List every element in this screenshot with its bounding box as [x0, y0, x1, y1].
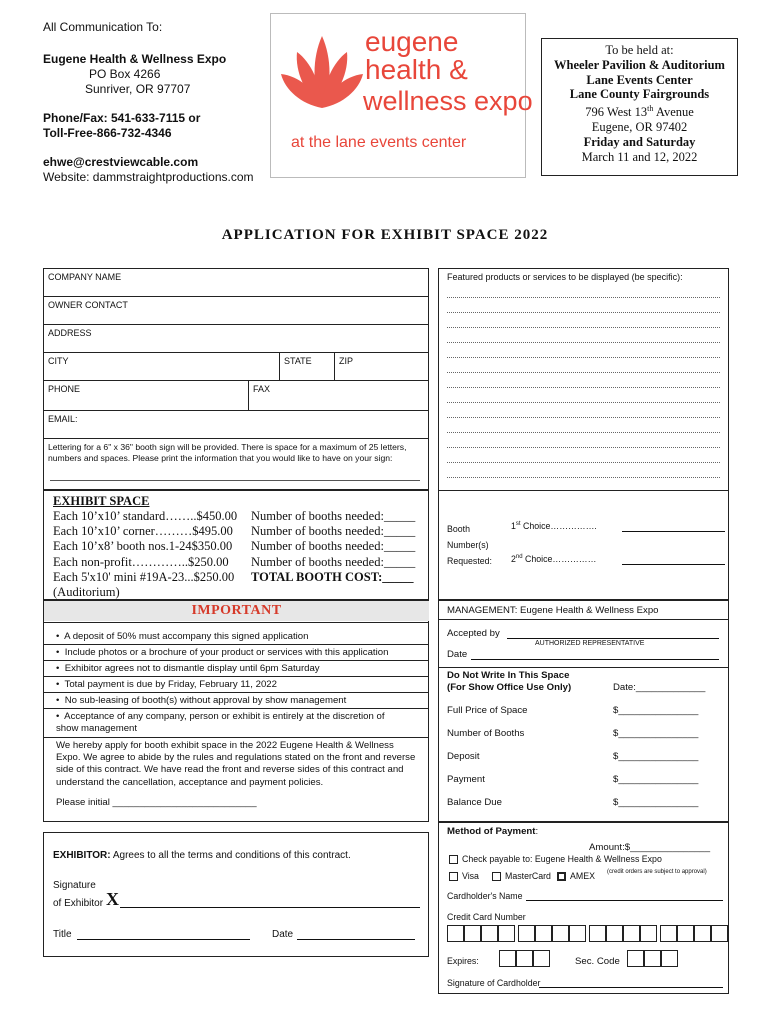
zip-field[interactable]: ZIP	[334, 352, 429, 381]
logo-line-3: wellness expo	[363, 86, 533, 116]
total-booth-cost[interactable]: TOTAL BOOTH COST:_____	[251, 569, 414, 584]
contact-block	[43, 20, 254, 185]
exhibit-row-5-price: Each 5'x10' mini #19A-23...$250.00	[53, 569, 235, 584]
featured-products-field[interactable]	[438, 268, 729, 491]
city-field[interactable]: CITY	[43, 352, 280, 381]
cardholder-signature-label: Signature of Cardholder	[447, 978, 541, 988]
lotus-icon	[277, 28, 367, 118]
venue-line-1: Wheeler Pavilion & Auditorium	[554, 57, 725, 72]
logo-line-2: health &	[365, 54, 468, 85]
amex-option[interactable]: AMEX	[557, 871, 595, 881]
first-choice-label: 1st Choice…………….	[511, 521, 597, 531]
exhibitor-signature-field[interactable]	[120, 907, 420, 908]
deposit-label: Deposit	[447, 751, 480, 762]
important-bullet-4: • Total payment is due by Friday, February 11, 2022	[56, 679, 277, 690]
accepted-by-field[interactable]	[507, 638, 719, 639]
second-choice-line[interactable]	[622, 564, 725, 565]
important-bullet-6: • Acceptance of any company, person or exhibit is entirely at the discretion of show management	[56, 711, 385, 734]
important-bullet-5: • No sub-leasing of booth(s) without approval by show management	[56, 695, 347, 706]
check-checkbox[interactable]	[449, 855, 458, 864]
sign-lettering-field[interactable]: Lettering for a 6" x 36" booth sign will be provided. There is space for a maximum of 25 letters, numbers and spaces. Please print the information that you would like to have on your sign:	[43, 438, 429, 490]
contact-email: ehwe@crestviewcable.com	[43, 155, 199, 169]
office-date-field[interactable]: Date:_____________	[613, 682, 706, 693]
first-choice-line[interactable]	[622, 531, 725, 532]
contact-heading: All Communication To:	[43, 20, 163, 34]
balance-due-label: Balance Due	[447, 797, 502, 808]
address-field[interactable]: ADDRESS	[43, 324, 429, 353]
exhibitor-date-field[interactable]	[297, 939, 415, 940]
exhibitor-date-label: Date	[272, 929, 294, 940]
credit-approval-note: (credit orders are subject to approval)	[607, 869, 707, 875]
expires-boxes[interactable]	[499, 950, 550, 967]
email-field[interactable]: EMAIL:	[43, 410, 429, 439]
card-number-boxes[interactable]	[447, 925, 728, 942]
sec-code-label: Sec. Code	[575, 956, 620, 967]
booth-label: Booth	[447, 524, 470, 534]
exhibitor-agreement: EXHIBITOR: Agrees to all the terms and conditions of this contract.	[53, 850, 351, 861]
management-label: MANAGEMENT: Eugene Health & Wellness Expo	[447, 605, 659, 616]
card-number-label: Credit Card Number	[447, 912, 526, 922]
venue-line-7: March 11 and 12, 2022	[581, 149, 698, 164]
cardholder-label: Cardholder's Name	[447, 891, 523, 901]
full-price-label: Full Price of Space	[447, 705, 528, 716]
payment-field[interactable]: $_______________	[613, 774, 699, 785]
deposit-field[interactable]: $_______________	[613, 751, 699, 762]
exhibit-row-4-price: Each non-profit…………..$250.00	[53, 554, 229, 569]
owner-contact-field[interactable]: OWNER CONTACT	[43, 296, 429, 325]
venue-line-6: Friday and Saturday	[583, 134, 696, 149]
phone-field[interactable]: PHONE	[43, 380, 249, 411]
payment-box	[438, 822, 729, 994]
title-field[interactable]	[77, 939, 250, 940]
venue-intro: To be held at:	[605, 43, 674, 57]
booths-needed-2[interactable]: Number of booths needed:_____	[251, 524, 416, 539]
payment-heading: Method of Payment:	[447, 826, 539, 837]
venue-line-4: 796 West 13th Avenue	[585, 104, 694, 120]
expires-label: Expires:	[447, 956, 479, 966]
office-use-line-1: Do Not Write In This Space	[447, 670, 570, 681]
check-option[interactable]: Check payable to: Eugene Health & Wellness Expo	[449, 854, 662, 864]
logo	[270, 13, 533, 178]
balance-due-field[interactable]: $_______________	[613, 797, 699, 808]
booths-needed-3[interactable]: Number of booths needed:_____	[251, 539, 416, 554]
management-box	[438, 600, 729, 822]
important-bullet-1: • A deposit of 50% must accompany this signed application	[56, 631, 309, 642]
booth-numbers-label: Number(s)	[447, 540, 489, 550]
visa-option[interactable]: Visa	[449, 871, 479, 881]
visa-checkbox[interactable]	[449, 872, 458, 881]
booth-requested-label: Requested:	[447, 556, 492, 566]
mastercard-option[interactable]: MasterCard	[492, 871, 551, 881]
org-name: Eugene Health & Wellness Expo	[43, 52, 227, 66]
signature-x: X	[106, 889, 119, 909]
fax-field[interactable]: FAX	[248, 380, 429, 411]
initial-field[interactable]: Please initial ___________________________	[56, 797, 257, 808]
po-box: PO Box 4266	[89, 67, 161, 81]
title-label: Title	[53, 929, 72, 940]
state-field[interactable]: STATE	[279, 352, 335, 381]
amount-field[interactable]: Amount:$_______________	[589, 842, 711, 853]
exhibitor-box	[43, 832, 429, 957]
venue-box	[541, 38, 738, 176]
booth-request-box	[438, 490, 729, 600]
exhibit-auditorium: (Auditorium)	[53, 585, 120, 600]
signature-label-1: Signature	[53, 880, 96, 891]
venue-line-2: Lane Events Center	[586, 72, 693, 87]
logo-tagline: at the lane events center	[291, 134, 467, 151]
cardholder-field[interactable]	[526, 900, 723, 901]
authorized-rep-label: AUTHORIZED REPRESENTATIVE	[535, 640, 645, 647]
mastercard-checkbox[interactable]	[492, 872, 501, 881]
exhibit-space-box	[43, 490, 429, 600]
featured-label: Featured products or services to be displayed (be specific):	[447, 272, 683, 282]
sec-code-boxes[interactable]	[627, 950, 678, 967]
important-heading: IMPORTANT	[44, 601, 429, 621]
important-bullet-2: • Include photos or a brochure of your product or services with this application	[56, 647, 389, 658]
phone-line-2: Toll-Free-866-732-4346	[43, 126, 172, 140]
exhibit-row-2-price: Each 10’x10’ corner………$495.00	[53, 524, 233, 539]
signature-label-2: of Exhibitor	[53, 898, 104, 909]
mgmt-date-field[interactable]	[471, 659, 719, 660]
full-price-field[interactable]: $_______________	[613, 705, 699, 716]
exhibit-row-3-price: Each 10’x8’ booth nos.1-24$350.00	[53, 539, 233, 554]
page-title: APPLICATION FOR EXHIBIT SPACE 2022	[221, 227, 549, 243]
mgmt-date-label: Date	[447, 649, 468, 660]
amex-checkbox[interactable]	[557, 872, 566, 881]
important-box	[43, 600, 429, 822]
venue-line-5: Eugene, OR 97402	[591, 120, 688, 135]
office-use-line-2: (For Show Office Use Only)	[447, 682, 572, 693]
logo-line-1: eugene	[365, 26, 459, 57]
important-bullet-3: • Exhibitor agrees not to dismantle display until 6pm Saturday	[56, 663, 320, 674]
exhibit-heading: EXHIBIT SPACE	[53, 494, 150, 508]
contact-website: Website: dammstraightproductions.com	[43, 170, 254, 184]
exhibit-row-1-price: Each 10’x10’ standard……..$450.00	[53, 509, 238, 523]
num-booths-label: Number of Booths	[447, 728, 525, 739]
accepted-by-label: Accepted by	[447, 628, 500, 639]
booths-needed-4[interactable]: Number of booths needed:_____	[251, 554, 416, 569]
num-booths-field[interactable]: $_______________	[613, 728, 699, 739]
booths-needed-1[interactable]: Number of booths needed:_____	[251, 509, 416, 523]
contact-city: Sunriver, OR 97707	[85, 82, 191, 96]
second-choice-label: 2nd Choice……………	[511, 554, 597, 564]
cardholder-signature-field[interactable]	[539, 987, 723, 988]
venue-line-3: Lane County Fairgrounds	[569, 87, 710, 102]
agreement-text: We hereby apply for booth exhibit space in the 2022 Eugene Health & Wellness Expo. We agree to abide by the rules and regulations stated on the front and reverse side of this contract. We have read the front and reverse sides of this contract and understand the cancellation, acceptance and payment policies.	[56, 740, 416, 788]
payment-label: Payment	[447, 774, 485, 785]
company-name-field[interactable]: COMPANY NAME	[43, 268, 429, 297]
phone-line-1: Phone/Fax: 541-633-7115 or	[43, 111, 201, 125]
